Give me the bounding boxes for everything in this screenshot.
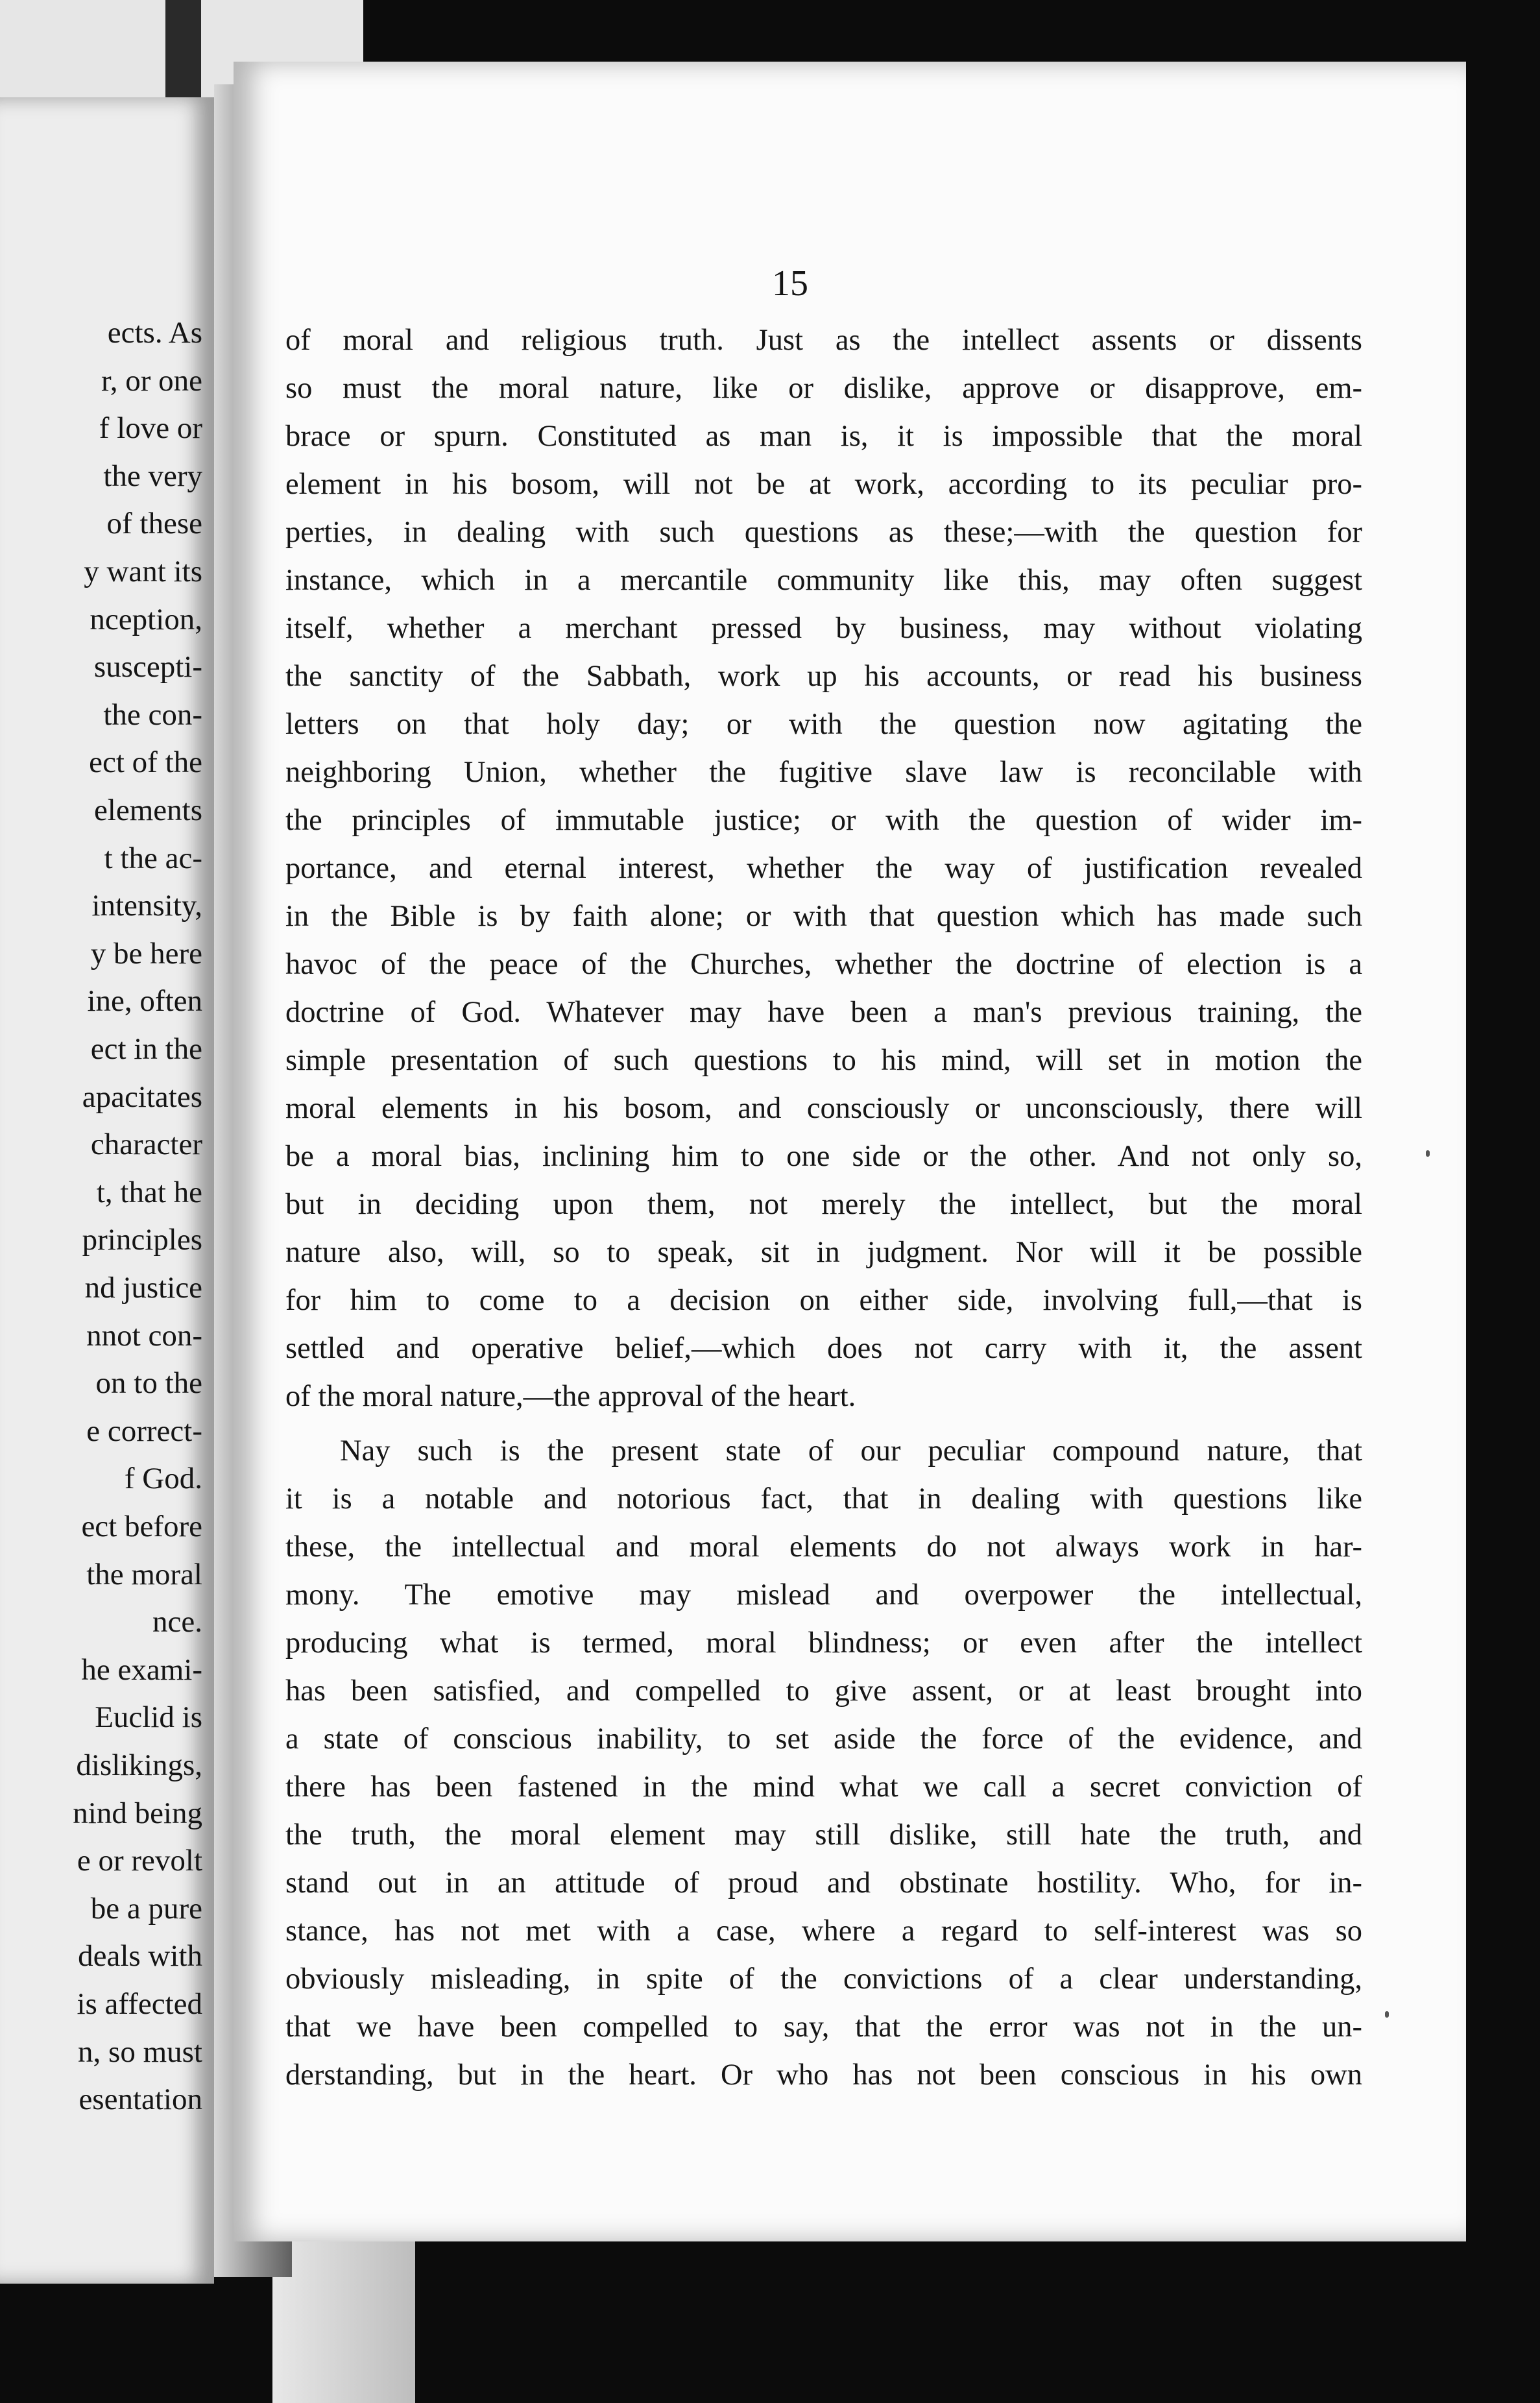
left-page-line: intensity, <box>91 889 202 923</box>
text-line: has been satisfied, and compelled to give assent, or at least brought into <box>285 1674 1362 1708</box>
text-line: itself, whether a merchant pressed by business, may without violating <box>285 612 1362 645</box>
left-page-line: be a pure <box>90 1891 202 1926</box>
bottom-paper-strip <box>272 2232 415 2403</box>
left-page-line: ine, often <box>87 984 202 1019</box>
left-page-line: nnot con- <box>86 1318 202 1353</box>
text-line: mony. The emotive may mislead and overpower the intellectual, <box>285 1578 1362 1612</box>
text-line: the sanctity of the Sabbath, work up his accounts, or read his business <box>285 660 1362 693</box>
paper-speck <box>1426 1150 1430 1157</box>
text-line: it is a notable and notorious fact, that in dealing with questions like <box>285 1482 1362 1515</box>
left-page-line: the moral <box>86 1557 202 1591</box>
left-page-line: ects. As <box>107 316 202 350</box>
left-page-line: t the ac- <box>104 841 202 875</box>
text-line: Nay such is the present state of our peculiar compound nature, that <box>340 1434 1362 1467</box>
left-page-line: dislikings, <box>76 1748 202 1782</box>
left-page-line: principles <box>82 1223 202 1257</box>
text-line: in the Bible is by faith alone; or with that question which has made such <box>285 900 1362 933</box>
left-page-line: elements <box>93 793 202 827</box>
body-text <box>285 317 1362 2099</box>
left-page-line: on to the <box>95 1366 202 1401</box>
left-page-line: of these <box>106 507 202 541</box>
text-line: of moral and religious truth. Just as the intellect assents or dissents <box>285 324 1362 357</box>
left-page-line: t, that he <box>96 1175 202 1209</box>
left-page-line: nception, <box>90 602 202 636</box>
text-line: be a moral bias, inclining him to one side or the other. And not only so, <box>285 1140 1362 1173</box>
left-page-line: the very <box>103 459 202 493</box>
left-page-line: y want its <box>84 555 202 588</box>
paragraph-gap <box>285 1421 1362 1427</box>
left-page-line: y be here <box>90 936 202 971</box>
text-line: stance, has not met with a case, where a regard to self-interest was so <box>285 1914 1362 1948</box>
paper-speck <box>1385 2011 1389 2018</box>
left-page-line: suscepti- <box>93 650 202 684</box>
left-page-line: r, or one <box>101 363 202 398</box>
left-page-line: e or revolt <box>77 1844 202 1878</box>
left-page-line: f love or <box>99 411 202 446</box>
text-line: doctrine of God. Whatever may have been a man's previous training, the <box>285 996 1362 1029</box>
text-line: moral elements in his bosom, and consciously or unconsciously, there will <box>285 1092 1362 1125</box>
left-page-line: ect of the <box>89 745 202 780</box>
binding-shadow <box>165 0 201 104</box>
text-line: but in deciding upon them, not merely the intellect, but the moral <box>285 1188 1362 1221</box>
left-page-line: apacitates <box>82 1080 202 1114</box>
left-page-line: nce. <box>152 1605 202 1639</box>
left-page-line: e correct- <box>86 1414 202 1448</box>
text-line: havoc of the peace of the Churches, whether the doctrine of election is a <box>285 948 1362 981</box>
left-page-line: f God. <box>124 1462 202 1496</box>
left-page-line: ect in the <box>90 1032 202 1066</box>
left-page-line: nind being <box>73 1796 202 1830</box>
left-page-line: ect before <box>81 1510 202 1543</box>
left-page-line: nd justice <box>84 1271 202 1305</box>
text-line: nature also, will, so to speak, sit in judgment. Nor will it be possible <box>285 1236 1362 1269</box>
left-page-line: deals with <box>78 1939 202 1974</box>
text-line: producing what is termed, moral blindness; or even after the intellect <box>285 1626 1362 1660</box>
text-line: there has been fastened in the mind what we call a secret conviction of <box>285 1770 1362 1804</box>
left-page-line: is affected <box>77 1987 202 2021</box>
text-line: element in his bosom, will not be at work, according to its peculiar pro- <box>285 468 1362 501</box>
text-line: the principles of immutable justice; or with the question of wider im- <box>285 804 1362 837</box>
text-line: stand out in an attitude of proud and obstinate hostility. Who, for in- <box>285 1866 1362 1900</box>
text-line: these, the intellectual and moral elements do not always work in har- <box>285 1530 1362 1564</box>
text-line: settled and operative belief,—which does not carry with it, the assent <box>285 1332 1362 1365</box>
left-page-line: n, so must <box>78 2035 202 2069</box>
text-line: of the moral nature,—the approval of the heart. <box>285 1380 856 1413</box>
left-page-line: esentation <box>78 2083 202 2117</box>
text-line: portance, and eternal interest, whether the way of justification revealed <box>285 852 1362 885</box>
text-line: perties, in dealing with such questions as these;—with the question for <box>285 516 1362 549</box>
text-line: simple presentation of such questions to his mind, will set in motion the <box>285 1044 1362 1077</box>
text-line: derstanding, but in the heart. Or who has not been conscious in his own <box>285 2059 1362 2092</box>
left-page-line: Euclid is <box>95 1700 202 1735</box>
text-line: that we have been compelled to say, that the error was not in the un- <box>285 2011 1362 2044</box>
text-line: the truth, the moral element may still dislike, still hate the truth, and <box>285 1818 1362 1852</box>
left-page-line: the con- <box>103 697 202 732</box>
left-page-line: he exami- <box>81 1652 202 1687</box>
text-line: so must the moral nature, like or dislike, approve or disapprove, em- <box>285 372 1362 405</box>
left-page-fragment <box>0 97 214 2284</box>
text-line: obviously misleading, in spite of the convictions of a clear understanding, <box>285 1962 1362 1996</box>
text-line: letters on that holy day; or with the question now agitating the <box>285 708 1362 741</box>
text-line: for him to come to a decision on either side, involving full,—that is <box>285 1284 1362 1317</box>
text-line: instance, which in a mercantile community like this, may often suggest <box>285 564 1362 597</box>
text-line: neighboring Union, whether the fugitive slave law is reconcilable with <box>285 756 1362 789</box>
text-line: a state of conscious inability, to set aside the force of the evidence, and <box>285 1722 1362 1756</box>
left-page-line: character <box>90 1128 202 1162</box>
page-number: 15 <box>772 263 808 304</box>
text-line: brace or spurn. Constituted as man is, it is impossible that the moral <box>285 420 1362 453</box>
